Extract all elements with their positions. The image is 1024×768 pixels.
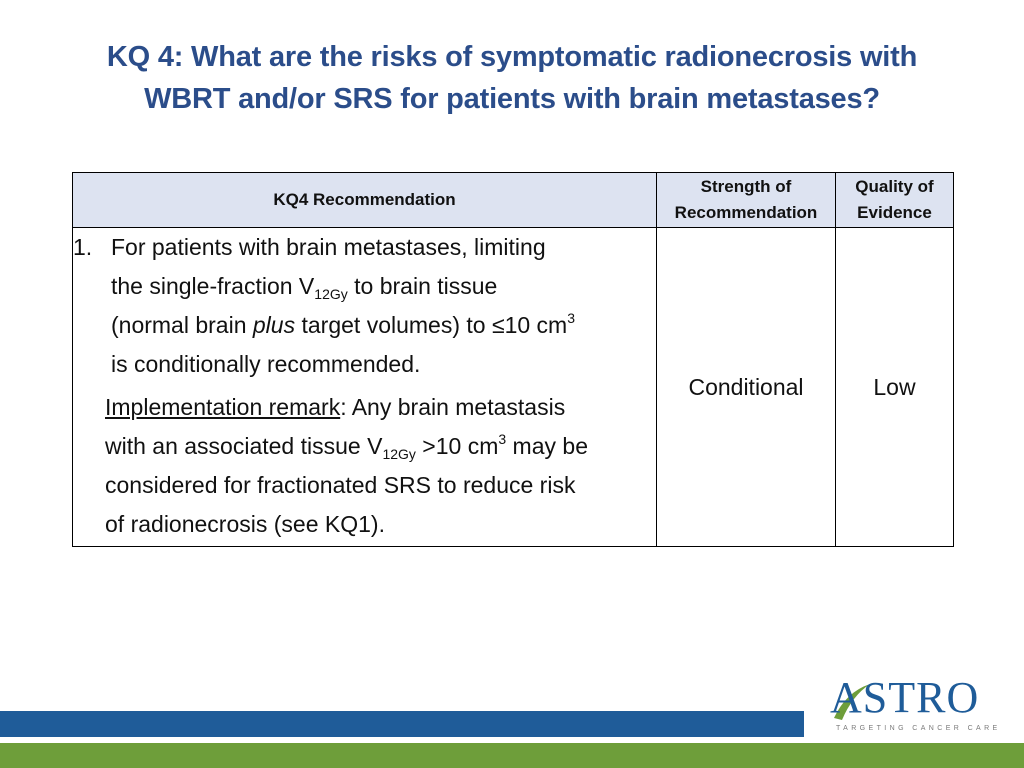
slide-title-line-2: WBRT and/or SRS for patients with brain metastases? xyxy=(144,83,880,115)
line2-text-b: to brain tissue xyxy=(347,273,498,299)
footer-blue-bar xyxy=(0,711,804,737)
remark-line-2 xyxy=(105,427,656,466)
table-row xyxy=(73,228,954,547)
remark-line-3: considered for fractionated SRS to reduce risk xyxy=(105,472,576,498)
slide-title-line-1: KQ 4: What are the risks of symptomatic radionecrosis with xyxy=(106,41,918,73)
logo-tagline: TARGETING CANCER CARE xyxy=(836,725,1001,732)
plus-emphasis: plus xyxy=(252,312,296,338)
header-strength-line-1: Strength of xyxy=(700,177,792,196)
recommendation-item xyxy=(73,228,656,384)
remark-v12gy-subscript: 12Gy xyxy=(382,446,416,462)
recommendation-number: 1. xyxy=(73,234,93,260)
line3-text-a: (normal brain xyxy=(111,312,253,338)
header-quality-line-1: Quality of xyxy=(855,177,934,196)
strength-value: Conditional xyxy=(657,228,836,547)
implementation-remark xyxy=(73,388,656,544)
recommendation-line-3 xyxy=(111,306,656,345)
v12gy-subscript: 12Gy xyxy=(314,286,348,302)
recommendation-text xyxy=(111,228,656,384)
remark-text-a: : Any brain metastasis xyxy=(340,394,566,420)
remark-line-4: of radionecrosis (see KQ1). xyxy=(105,511,385,537)
footer-green-bar xyxy=(0,743,1024,768)
header-quality xyxy=(836,173,954,228)
remark-label: Implementation remark xyxy=(105,394,341,420)
recommendation-line-1: For patients with brain metastases, limiting xyxy=(111,234,546,260)
cm3-superscript: 3 xyxy=(567,310,576,326)
line2-text-a: the single-fraction V xyxy=(111,273,315,299)
header-strength xyxy=(657,173,836,228)
header-quality-line-2: Evidence xyxy=(857,203,932,222)
header-recommendation: KQ4 Recommendation xyxy=(73,173,657,228)
remark-text-b: with an associated tissue V xyxy=(105,433,383,459)
remark-cm3-superscript: 3 xyxy=(498,431,507,447)
quality-value: Low xyxy=(836,228,954,547)
line3-text-b: target volumes) to ≤10 cm xyxy=(295,312,568,338)
logo-wordmark: ASTRO xyxy=(830,673,980,722)
remark-text-d: may be xyxy=(506,433,588,459)
remark-line-1 xyxy=(105,388,656,427)
header-strength-line-2: Recommendation xyxy=(674,203,818,222)
remark-text-c: >10 cm xyxy=(415,433,499,459)
recommendation-cell xyxy=(73,228,657,547)
recommendation-line-4: is conditionally recommended. xyxy=(111,351,421,377)
recommendation-line-2 xyxy=(111,267,656,306)
astro-logo xyxy=(830,673,1001,736)
table-header-row xyxy=(73,173,954,228)
slide-title xyxy=(60,36,964,120)
recommendation-table xyxy=(72,172,954,547)
